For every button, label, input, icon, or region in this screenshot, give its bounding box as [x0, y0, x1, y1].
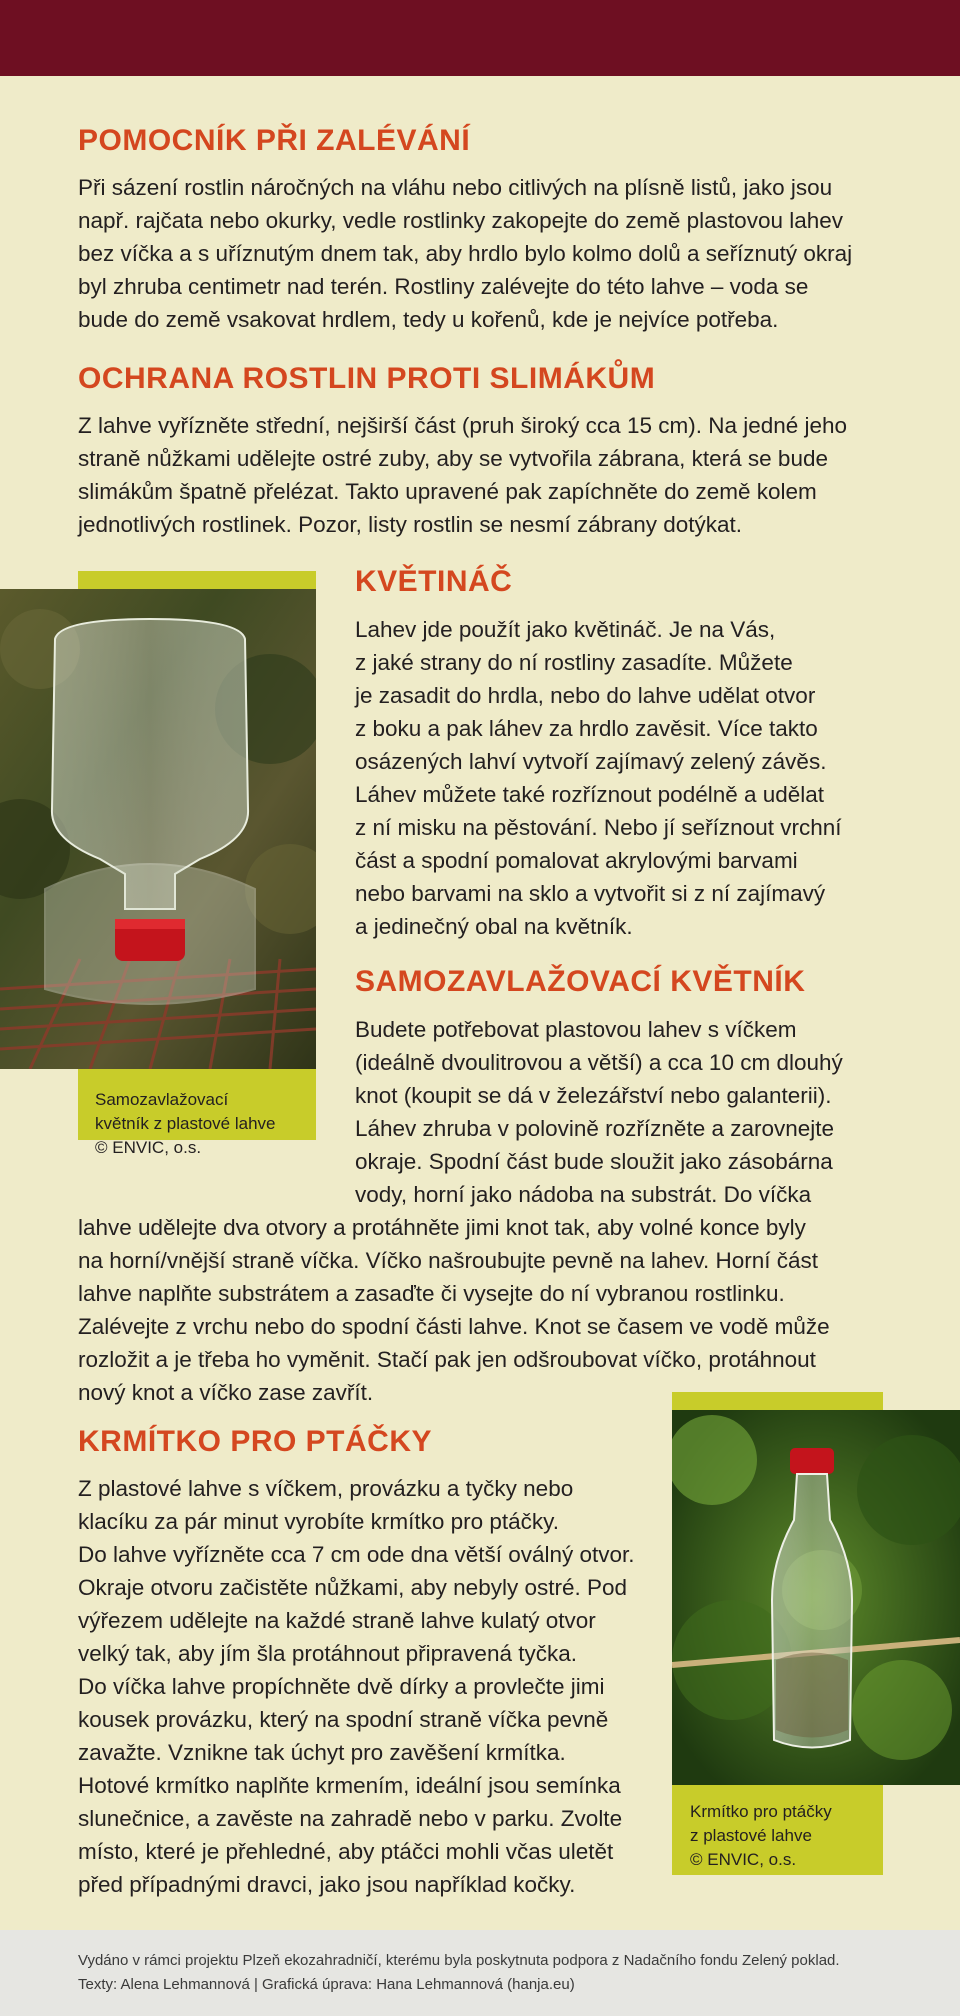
photo-bird-feeder — [672, 1410, 960, 1785]
paragraph-slug-protection: Z lahve vyřízněte střední, nejširší část (pruh široký cca 15 cm). Na jedné jeho straně nůžkami udělejte ostré zuby, aby se vytvořila zábrana, která se bude slimákům špatně přelézat. Takto upravené pak zapíchněte do země kolem jednotlivých rostlinek. Pozor, listy rostlin se nesmí zábrany dotýkat. — [78, 413, 848, 537]
heading-self-watering-pot: SAMOZAVLAŽOVACÍ KVĚTNÍK — [355, 965, 806, 998]
paragraph-bird-feeder: Z plastové lahve s víčkem, provázku a tyčky nebo klacíku za pár minut vyrobíte krmítko pro ptáčky. Do lahve vyřízněte cca 7 cm ode dna větší oválný otvor. Okraje otvoru začistěte nůžkami, aby nebyly ostré. Pod výřezem udělejte na každé straně lahve kulatý otvor velký tak, aby jím šla protáhnout připravená tyčka. Do víčka lahve propíchněte dvě dírky a provlečte jimi kousek provázku, který na spodní straně víčka pevně zavažte. Vznikne tak úchyt pro zavěšení krmítka. Hotové krmítko naplňte krmením, ideální jsou semínka slunečnice, a zavěste na zahradě nebo v parku. Zvolte místo, které je přehledné, aby ptáčci mohli včas uletět před případnými dravci, jako jsou například kočky. — [78, 1476, 635, 1897]
paragraph-flower-pot: Lahev jde použít jako květináč. Je na Vás, z jaké strany do ní rostliny zasadíte. Můžete je zasadit do hrdla, nebo do lahve udělat otvor z boku a pak láhev za hrdlo zavěsit. Více takto osázených lahví vytvoří zajímavý zelený závěs. Láhev můžete také rozříznout podélně a udělat z ní misku na pěstování. Nebo jí seříznout vrchní část a spodní pomalovat akrylovými barvami nebo barvami na sklo a vytvořit si z ní zajímavý a jedinečný obal na květník. — [355, 617, 842, 939]
paragraph-watering-helper: Při sázení rostlin náročných na vláhu nebo citlivých na plísně listů, jako jsou např. rajčata nebo okurky, vedle rostlinky zakopejte do země plastovou lahev bez víčka a s uříznutým dnem tak, aby hrdlo bylo kolmo dolů a seříznutý okraj byl zhruba centimetr nad terén. Rostliny zalévejte do této lahve – voda se bude do země vsakovat hrdlem, tedy u kořenů, kde je nejvíce potřeba. — [78, 175, 853, 332]
footer — [0, 1930, 960, 2016]
heading-flower-pot: KVĚTINÁČ — [355, 565, 513, 598]
caption-self-watering-pot: Samozavlažovací květník z plastové lahve © ENVIC, o.s. — [95, 1090, 276, 1157]
caption-bird-feeder: Krmítko pro ptáčky z plastové lahve © ENVIC, o.s. — [690, 1802, 832, 1869]
heading-bird-feeder: KRMÍTKO PRO PTÁČKY — [78, 1425, 432, 1458]
paragraph-self-watering-wide: lahve udělejte dva otvory a protáhněte jimi knot tak, aby volné konce byly na horní/vnější straně víčka. Víčko našroubujte pevně na lahev. Horní část lahve naplňte substrátem a zasaďte či vysejte do ní vybranou rostlinku. Zalévejte z vrchu nebo do spodní části lahve. Knot se časem ve vodě může rozložit a je třeba ho vyměnit. Stačí pak jen odšroubovat víčko, protáhnout nový knot a víčko zase zavřít. — [78, 1215, 830, 1405]
footer-publication-note: Vydáno v rámci projektu Plzeň ekozahradničí, kterému byla poskytnuta podpora z Nadačního fondu Zelený poklad. — [78, 1952, 840, 1969]
paragraph-self-watering-narrow: Budete potřebovat plastovou lahev s víčkem (ideálně dvoulitrovou a větší) a cca 10 cm dlouhý knot (koupit se dá v železářství nebo galanterii). Láhev zhruba v polovině rozřízněte a zarovnejte okraje. Spodní část bude sloužit jako zásobárna vody, horní jako nádoba na substrát. Do víčka — [355, 1017, 843, 1207]
heading-watering-helper: POMOCNÍK PŘI ZALÉVÁNÍ — [78, 124, 471, 157]
heading-slug-protection: OCHRANA ROSTLIN PROTI SLIMÁKŮM — [78, 362, 656, 395]
top-banner — [0, 0, 960, 76]
photo-self-watering-pot — [0, 589, 316, 1069]
footer-credits: Texty: Alena Lehmannová | Grafická úprava: Hana Lehmannová (hanja.eu) — [78, 1976, 575, 1993]
